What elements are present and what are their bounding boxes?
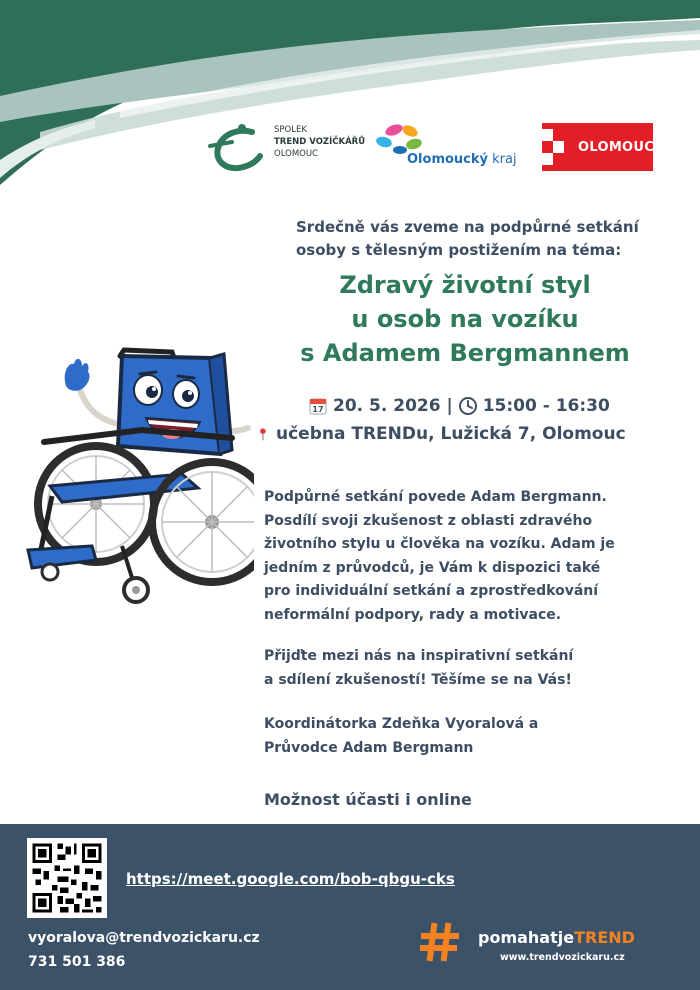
city-name: OLOMOUC: [578, 140, 655, 155]
kraj-name: Olomoucký kraj: [407, 152, 517, 167]
organizers-paragraph: Koordinátorka Zdeňka Vyoralová a Průvodce Adam Bergmann: [264, 716, 539, 756]
calendar-icon: [308, 396, 328, 416]
invitation-paragraph: Přijďte mezi nás na inspirativní setkání a sdílení zkušeností! Těšíme se na Vás!: [264, 648, 574, 688]
olomoucky-kraj-logo: [374, 122, 534, 172]
event-time: 15:00 - 16:30: [482, 396, 610, 416]
online-option-note: Možnost účasti i online: [264, 790, 472, 809]
spolek-logo-line1: SPOLEK: [274, 125, 307, 135]
footer-bar: [0, 824, 700, 990]
spolek-logo: [208, 122, 368, 172]
spolek-logo-line2: TREND VOZÍČKÁŘŮ: [274, 137, 366, 147]
contact-phone[interactable]: 731 501 386: [28, 954, 126, 970]
hashtag-icon: [420, 922, 460, 962]
svg-text:17: 17: [312, 405, 324, 414]
event-date: 20. 5. 2026 |: [333, 396, 453, 416]
website-url[interactable]: www.trendvozickaru.cz: [500, 952, 625, 963]
wheelchair-c-logo-icon: [208, 122, 274, 172]
qr-code[interactable]: [27, 838, 107, 918]
invitation-intro: Srdečně vás zveme na podpůrné setkání osoby s tělesným postižením na téma:: [296, 218, 639, 259]
contact-email[interactable]: vyoralova@trendvozickaru.cz: [28, 930, 260, 946]
event-datetime: [308, 396, 610, 416]
wheelchair-mascot-illustration: [22, 346, 254, 608]
campaign-hashtag: pomahatjeTREND: [478, 928, 635, 947]
meeting-link[interactable]: https://meet.google.com/bob-qbgu-cks: [126, 870, 455, 888]
flower-logo-icon: [374, 122, 438, 156]
event-place: učebna TRENDu, Lužická 7, Olomouc: [276, 424, 626, 444]
olomouc-city-logo: [542, 123, 653, 171]
clock-icon: [458, 396, 478, 416]
description-paragraph: Podpůrné setkání povede Adam Bergmann. Posdílí svoji zkušenost z oblasti zdravého životního stylu u člověka na vozíku. Adam je jedním z průvodců, je Vám k dispozici také pro individuální setkání a zprostředkování neformální podpory, rady a motivace.: [264, 489, 615, 623]
spolek-logo-line3: OLOMOUC: [274, 149, 318, 159]
checker-pattern-icon: [542, 123, 564, 171]
event-title: Zdravý životní styl u osob na vozíku s Adamem Bergmannem: [300, 271, 630, 367]
location-pin-icon: [258, 424, 272, 444]
event-location: [258, 424, 626, 444]
